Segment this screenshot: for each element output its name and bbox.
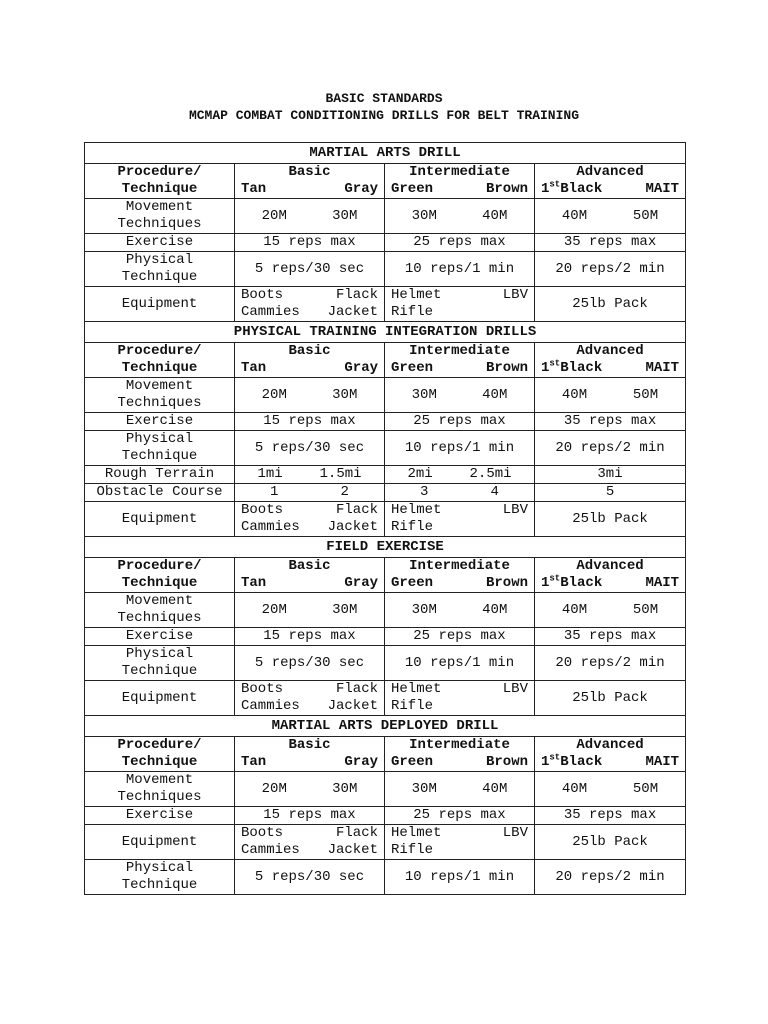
section-title: MARTIAL ARTS DEPLOYED DRILL: [85, 716, 686, 737]
standards-table: [84, 142, 686, 895]
table-row: Movement Techniques 20M 30M 30M 40M 40M 50M: [85, 772, 686, 807]
column-header-row: Procedure/ Technique Basic Tan Gray Intermediate Green Brown Advanced 1stBlack MAIT: [85, 343, 686, 378]
doc-title: BASIC STANDARDS: [325, 91, 443, 106]
table-row: Physical Technique 5 reps/30 sec 10 reps/1 min 20 reps/2 min: [85, 252, 686, 287]
doc-subtitle: MCMAP COMBAT CONDITIONING DRILLS FOR BELT TRAINING: [188, 108, 580, 123]
table-row: Movement Techniques 20M 30M 30M 40M 40M 50M: [85, 199, 686, 234]
table-row: Movement Techniques 20M 30M 30M 40M 40M 50M: [85, 378, 686, 413]
table-row: Equipment Boots Flack Cammies Jacket Helmet LBV Rifle 25lb Pack: [85, 681, 686, 716]
table-row: Exercise 15 reps max 25 reps max 35 reps max: [85, 234, 686, 252]
table-row: Rough Terrain 1mi 1.5mi 2mi 2.5mi 3mi: [85, 466, 686, 484]
section-title: PHYSICAL TRAINING INTEGRATION DRILLS: [85, 322, 686, 343]
table-row: Exercise 15 reps max 25 reps max 35 reps max: [85, 413, 686, 431]
table-row: Physical Technique 5 reps/30 sec 10 reps/1 min 20 reps/2 min: [85, 860, 686, 895]
column-header-row: Procedure/ Technique Basic Tan Gray Intermediate Green Brown Advanced 1stBlack MAIT: [85, 737, 686, 772]
table-row: Equipment Boots Flack Cammies Jacket Helmet LBV Rifle 25lb Pack: [85, 287, 686, 322]
section-title: FIELD EXERCISE: [85, 537, 686, 558]
table-row: Physical Technique 5 reps/30 sec 10 reps/1 min 20 reps/2 min: [85, 646, 686, 681]
table-row: Equipment Boots Flack Cammies Jacket Helmet LBV Rifle 25lb Pack: [85, 825, 686, 860]
table-row: Physical Technique 5 reps/30 sec 10 reps/1 min 20 reps/2 min: [85, 431, 686, 466]
table-row: Obstacle Course 1 2 3 4 5: [85, 484, 686, 502]
column-header-row: Procedure/ Technique Basic Tan Gray Intermediate Green Brown Advanced 1stBlack MAIT: [85, 164, 686, 199]
table-row: Exercise 15 reps max 25 reps max 35 reps max: [85, 628, 686, 646]
table-row: Exercise 15 reps max 25 reps max 35 reps max: [85, 807, 686, 825]
table-row: Equipment Boots Flack Cammies Jacket Helmet LBV Rifle 25lb Pack: [85, 502, 686, 537]
column-header-row: Procedure/ Technique Basic Tan Gray Intermediate Green Brown Advanced 1stBlack MAIT: [85, 558, 686, 593]
section-title: MARTIAL ARTS DRILL: [85, 143, 686, 164]
table-row: Movement Techniques 20M 30M 30M 40M 40M 50M: [85, 593, 686, 628]
